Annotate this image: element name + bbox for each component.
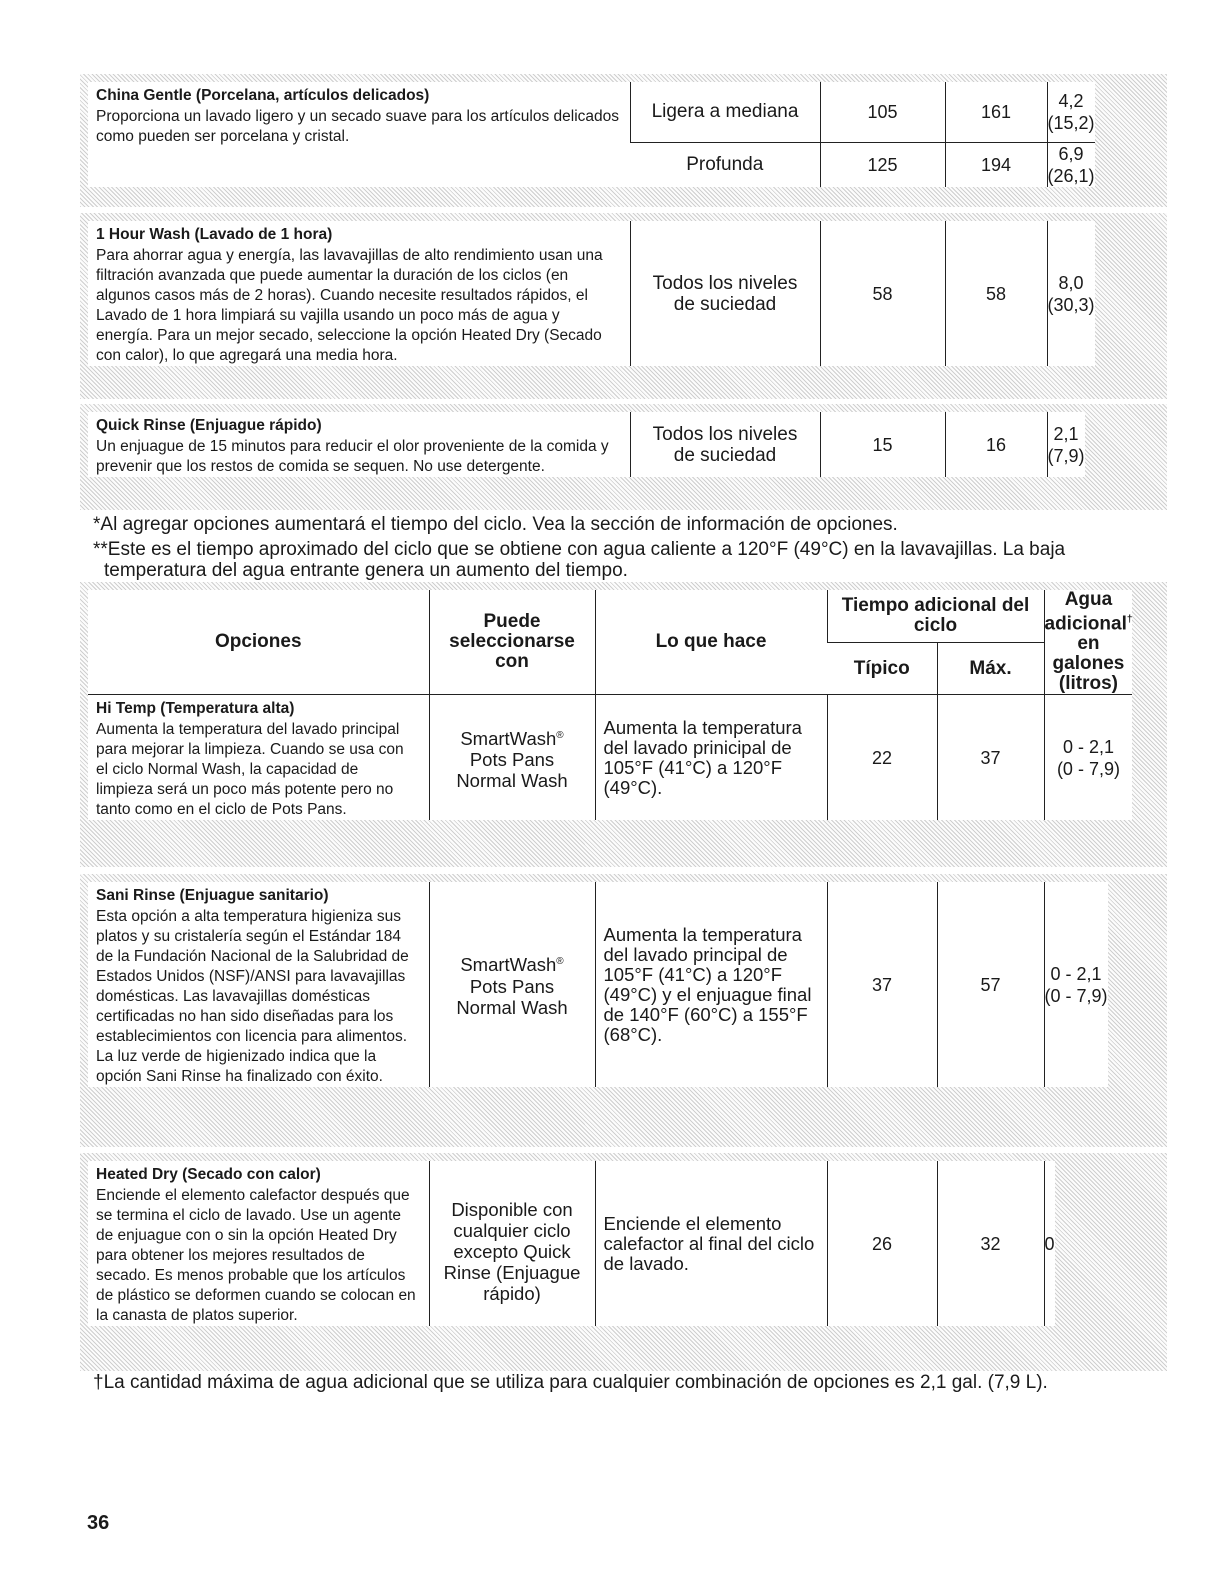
- option-description: [88, 1161, 429, 1326]
- header-line: [1045, 610, 1133, 634]
- water-liters: (30,3): [1047, 294, 1095, 315]
- water-liters: (0 - 7,9): [1044, 985, 1108, 1006]
- option-body: Aumenta la temperatura del lavado principal para mejorar la limpieza. Cuando se usa con el ciclo Normal Wash, la capacidad de limpieza será un poco más potente pero no tanto como en el ciclo de Pots Pans.: [96, 721, 404, 819]
- header-select-with: [429, 590, 595, 695]
- with-cycle: Pots Pans: [469, 748, 555, 770]
- header-options: Opciones: [214, 631, 302, 653]
- soil-level-line: de suciedad: [673, 444, 777, 466]
- options-block-sani-rinse: [80, 874, 1167, 1147]
- time-min: 58: [820, 221, 945, 366]
- cycle-block-quick-rinse: [80, 404, 1167, 510]
- header-extra-time: [827, 590, 1044, 642]
- cycle-title: China Gentle (Porcelana, artículos delicados): [96, 87, 430, 104]
- with-line: [430, 725, 595, 749]
- time-min: 105: [820, 82, 945, 142]
- soil-level: Ligera a mediana: [630, 82, 820, 142]
- footnote-approx-time-line2: temperatura del agua entrante genera un aumento del tiempo.: [104, 560, 628, 581]
- header-max: Máx.: [937, 642, 1044, 694]
- option-body: Enciende el elemento calefactor después que se termina el ciclo de lavado. Use un agente de enjuague con o sin la opción Heated Dry para obtener los mejores resultados de secado. Es menos probable que los artículos de plástico se deformen cuando se colocan en la canasta de platos superior.: [96, 1187, 416, 1324]
- cycle-title: Quick Rinse (Enjuague rápido): [96, 417, 322, 434]
- option-typical-time: 22: [827, 695, 937, 821]
- footnote-approx-time-line1: **Este es el tiempo aproximado del ciclo que se obtiene con agua caliente a 120°F (49°C) en la lavavajillas. La baja: [93, 539, 1066, 560]
- option-max-time: 57: [937, 882, 1044, 1087]
- with-cycle: Pots Pans: [469, 975, 555, 997]
- cycle-body: Un enjuague de 15 minutos para reducir el olor proveniente de la comida y prevenir que los restos de comida se sequen. No use detergente.: [96, 438, 609, 475]
- water-liters: (15,2): [1047, 112, 1095, 133]
- with-cycle: Normal Wash: [456, 769, 568, 791]
- option-what-it-does: Enciende el elemento calefactor al final del ciclo de lavado.: [595, 1161, 827, 1326]
- time-max: 58: [945, 221, 1047, 366]
- time-min: 125: [820, 142, 945, 187]
- options-table-sani-rinse: [88, 882, 1108, 1087]
- water-amount: [1047, 142, 1095, 187]
- dagger-mark: †: [1126, 614, 1133, 625]
- cycle-description: [88, 82, 630, 187]
- water-gallons: 0 - 2,1: [1062, 736, 1114, 757]
- option-select-with: [429, 882, 595, 1087]
- header-line: galones: [1052, 653, 1125, 675]
- with-cycle: SmartWash: [460, 954, 557, 976]
- water-liters: (0 - 7,9): [1056, 758, 1120, 779]
- options-block-header-hi-temp: [80, 582, 1167, 867]
- option-max-time: 32: [937, 1161, 1044, 1326]
- option-description: [88, 882, 429, 1087]
- water-amount: [1047, 221, 1095, 366]
- option-select-with: Disponible con cualquier ciclo excepto Quick Rinse (Enjuague rápido): [429, 1161, 595, 1326]
- soil-level-line: Todos los niveles: [652, 272, 798, 294]
- water-liters: (26,1): [1047, 165, 1095, 186]
- registered-mark: ®: [556, 956, 564, 968]
- option-body: Esta opción a alta temperatura higieniza sus platos y su cristalería según el Estándar 184 de la Fundación Nacional de la Salubridad de Estados Unidos (NSF)/ANSI para lavavajillas domésticas. Las lavavajillas domésticas certificadas no han sido diseñadas para los establecimientos con licencia para alimentos. La luz verde de higienizado indica que la opción Sani Rinse ha finalizado con éxito.: [96, 908, 409, 1085]
- header-word: adicional: [1044, 613, 1127, 635]
- header-line: en: [1077, 633, 1100, 655]
- header-line: seleccionarse: [449, 631, 575, 653]
- header-extra-water: [1044, 590, 1132, 695]
- cycle-table-china-gentle: [88, 82, 1095, 187]
- header-typical: Típico: [827, 642, 937, 694]
- option-title: Sani Rinse (Enjuague sanitario): [96, 887, 329, 904]
- time-max: 194: [945, 142, 1047, 187]
- cycle-block-china-gentle: [80, 74, 1167, 207]
- option-typical-time: 37: [827, 882, 937, 1087]
- options-table-heated-dry: [88, 1161, 1055, 1326]
- soil-level-line: Todos los niveles: [652, 423, 798, 445]
- option-title: Heated Dry (Secado con calor): [96, 1166, 321, 1183]
- option-extra-water: [1044, 695, 1132, 821]
- option-select-with: [429, 695, 595, 821]
- registered-mark: ®: [556, 729, 564, 741]
- soil-level: [630, 412, 820, 477]
- water-gallons: 6,9: [1058, 143, 1084, 164]
- cycle-table-1-hour-wash: [88, 221, 1095, 366]
- cycle-body: Para ahorrar agua y energía, las lavavajillas de alto rendimiento usan una filtración avanzada que puede aumentar la duración de los ciclos (en algunos casos más de 2 horas). Cuando necesite resultados rápidos, el Lavado de 1 hora limpiará su vajilla usando un poco más de agua y energía. Para un mejor secado, seleccione la opción Heated Dry (Secado con calor), lo que agregará una media hora.: [96, 247, 603, 364]
- time-min: 15: [820, 412, 945, 477]
- options-table-hi-temp: [88, 590, 1132, 820]
- option-title: Hi Temp (Temperatura alta): [96, 700, 295, 718]
- with-cycle: Normal Wash: [456, 996, 568, 1018]
- option-what-it-does: Aumenta la temperatura del lavado principal de 105°F (41°C) a 120°F (49°C) y el enjuague final de 140°F (60°C) a 155°F (68°C).: [595, 882, 827, 1087]
- cycle-title: 1 Hour Wash (Lavado de 1 hora): [96, 226, 333, 243]
- with-line: [430, 951, 595, 975]
- time-max: 161: [945, 82, 1047, 142]
- with-cycle: SmartWash: [460, 727, 557, 749]
- options-block-heated-dry: [80, 1153, 1167, 1371]
- soil-level-line: de suciedad: [673, 293, 777, 315]
- option-extra-water: [1044, 882, 1108, 1087]
- header-what-it-does: Lo que hace: [595, 590, 827, 695]
- water-amount: [1047, 82, 1095, 142]
- option-extra-water: 0: [1044, 1161, 1055, 1326]
- cycle-description: [88, 412, 630, 477]
- option-description: [88, 695, 429, 821]
- soil-level: [630, 221, 820, 366]
- header-line: ciclo: [913, 614, 958, 636]
- water-amount: [1047, 412, 1085, 477]
- time-max: 16: [945, 412, 1047, 477]
- water-gallons: 4,2: [1058, 90, 1084, 111]
- option-max-time: 37: [937, 695, 1044, 821]
- header-line: con: [495, 651, 529, 673]
- header-line: Agua: [1064, 589, 1113, 610]
- cycle-description: [88, 221, 630, 366]
- header-line: Tiempo adicional del: [841, 594, 1030, 616]
- water-liters: (7,9): [1047, 445, 1085, 466]
- water-gallons: 8,0: [1058, 272, 1084, 293]
- cycle-table-quick-rinse: [88, 412, 1085, 477]
- header-line: (litros): [1058, 673, 1119, 695]
- header-line: Puede: [483, 611, 541, 633]
- cycle-block-1-hour-wash: [80, 213, 1167, 399]
- water-gallons: 0 - 2,1: [1050, 963, 1102, 984]
- footnote-max-water: †La cantidad máxima de agua adicional que se utiliza para cualquier combinación de opciones es 2,1 gal. (7,9 L).: [93, 1372, 1048, 1393]
- cycle-body: Proporciona un lavado ligero y un secado suave para los artículos delicados como pueden ser porcelana y cristal.: [96, 108, 620, 145]
- footnote-options-time: *Al agregar opciones aumentará el tiempo del ciclo. Vea la sección de información de opciones.: [93, 514, 898, 535]
- option-what-it-does: Aumenta la temperatura del lavado prinicipal de 105°F (41°C) a 120°F (49°C).: [595, 695, 827, 821]
- soil-level: Profunda: [630, 142, 820, 187]
- water-gallons: 2,1: [1053, 423, 1079, 444]
- option-typical-time: 26: [827, 1161, 937, 1326]
- page-number: 36: [87, 1512, 110, 1534]
